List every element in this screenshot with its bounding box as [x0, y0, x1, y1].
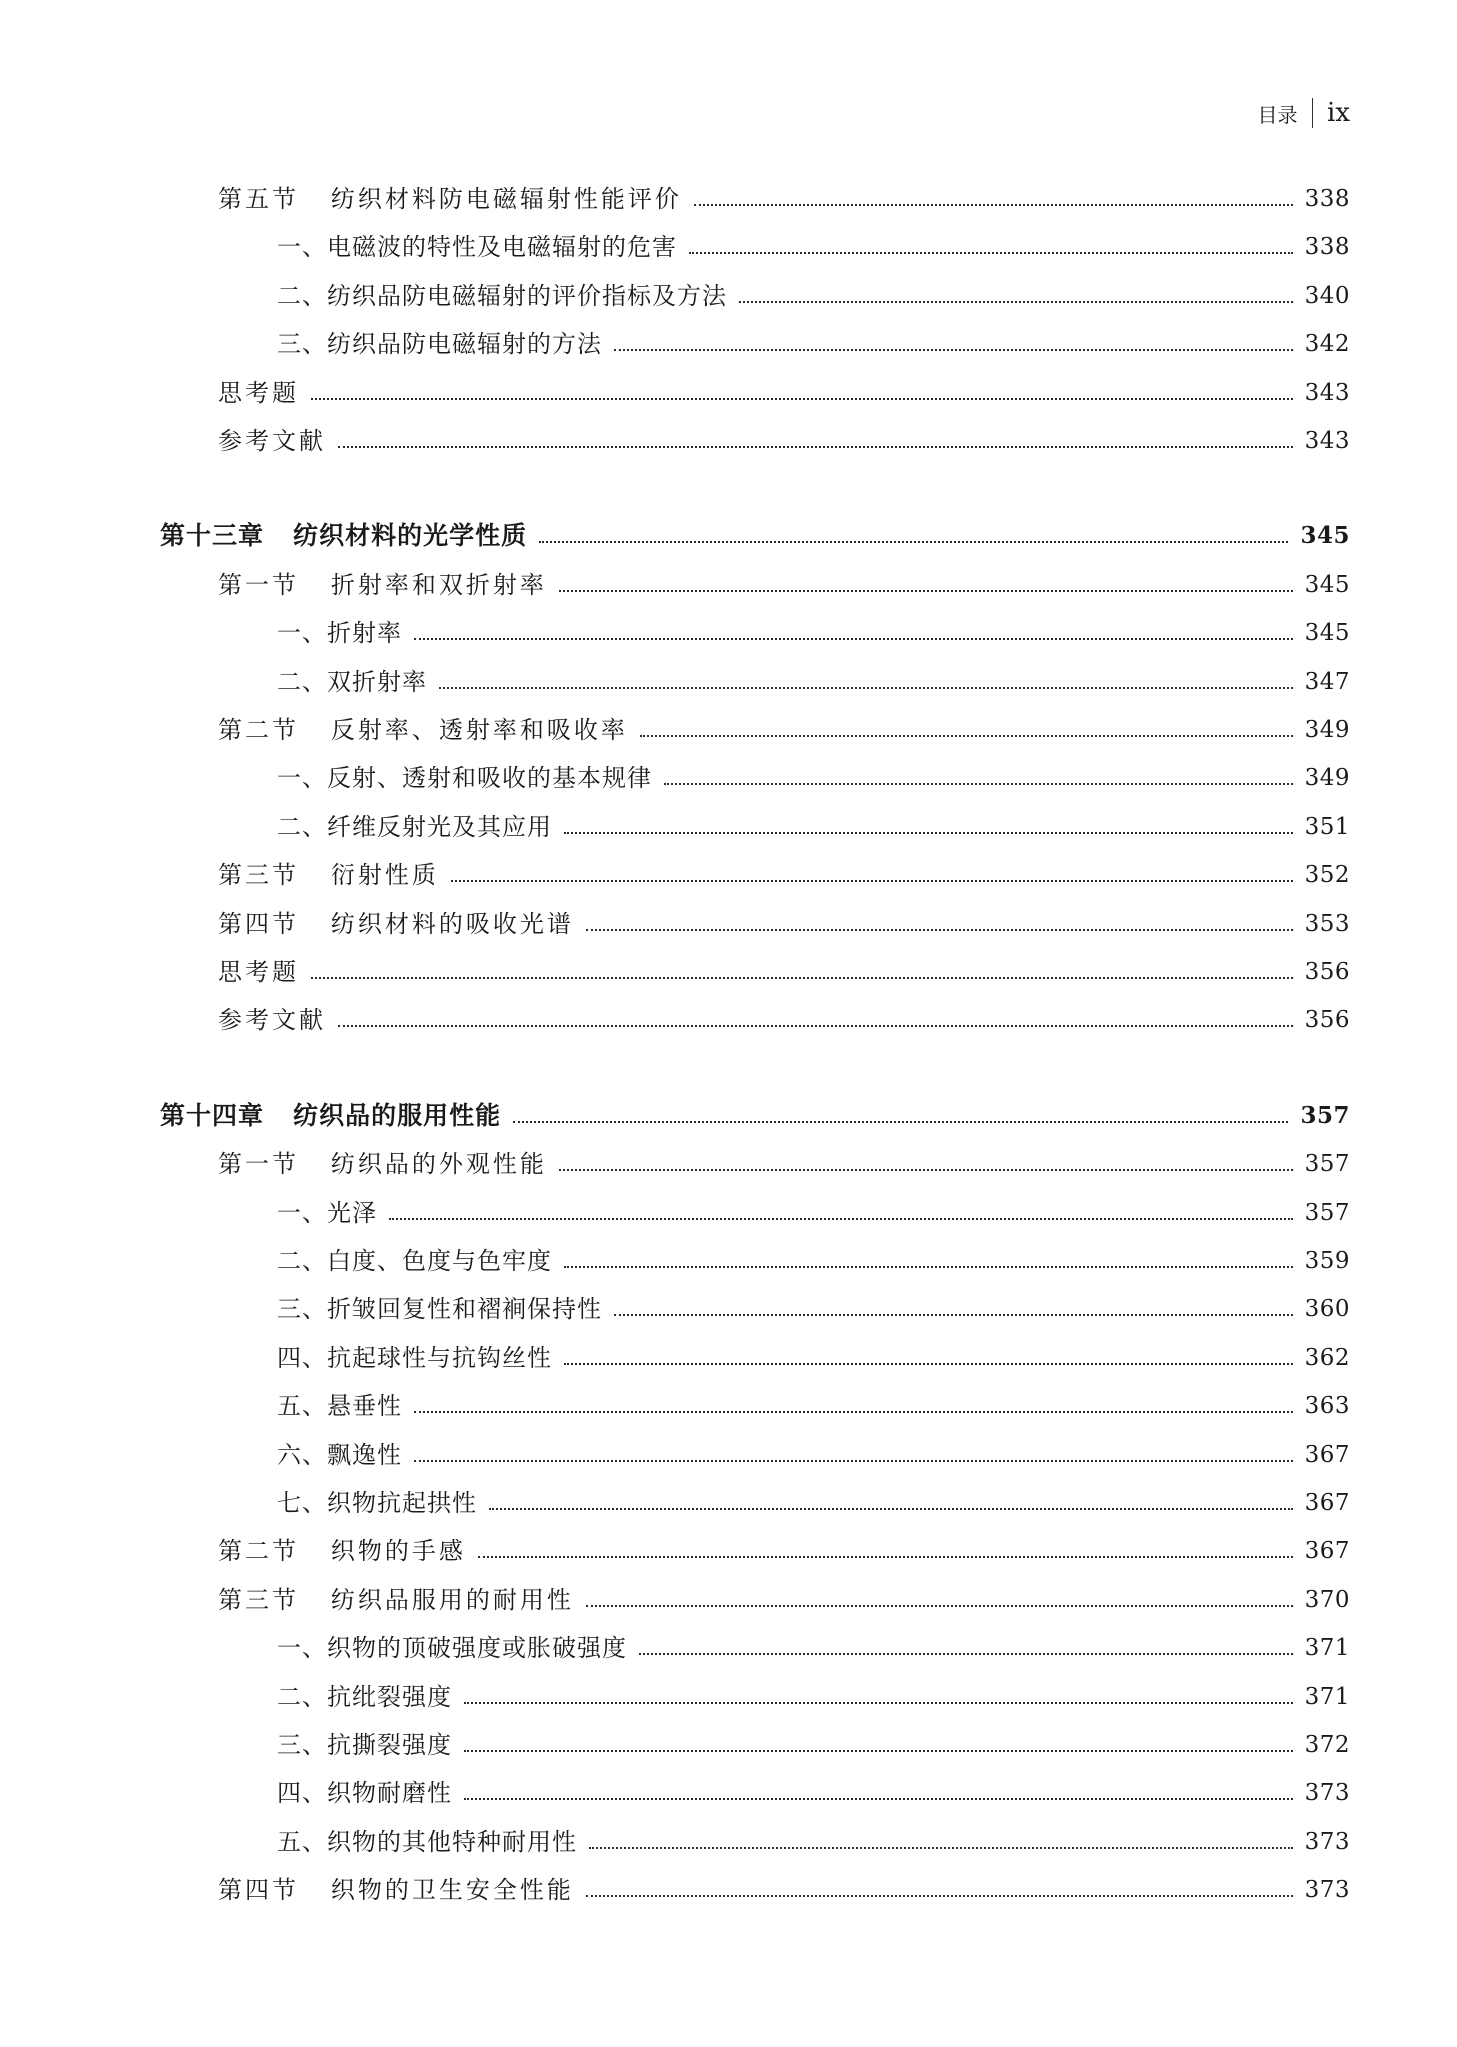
toc-entry-page: 343	[1304, 428, 1350, 454]
page-number: ix	[1327, 98, 1350, 128]
toc-entry-page: 357	[1300, 1101, 1350, 1129]
toc-entry-item	[277, 1244, 1350, 1278]
dot-leader	[539, 541, 1288, 543]
toc-entry-page: 370	[1304, 1586, 1350, 1613]
dot-leader	[464, 1798, 1293, 1800]
toc-entry-page: 353	[1304, 910, 1350, 937]
toc-entry-title: 二、双折射率	[277, 667, 427, 696]
toc-entry-page: 342	[1304, 331, 1350, 358]
toc-entry-page: 338	[1304, 234, 1350, 261]
dot-leader	[564, 1363, 1293, 1365]
toc-entry-page: 352	[1304, 862, 1350, 889]
toc-entry-page: 356	[1304, 1007, 1350, 1034]
running-header	[1258, 98, 1350, 128]
toc-entry-title: 第一节 纺织品的外观性能	[218, 1150, 547, 1179]
toc-entry-misc	[218, 424, 1350, 458]
toc-entry-item	[277, 230, 1350, 264]
toc-entry-page: 367	[1304, 1490, 1350, 1516]
toc-entry-title: 五、织物的其他特种耐用性	[277, 1827, 577, 1856]
dot-leader	[489, 1508, 1293, 1510]
toc-entry-page: 356	[1304, 959, 1350, 985]
toc-entry-item	[277, 1196, 1350, 1230]
dot-leader	[564, 832, 1293, 834]
dot-leader	[451, 880, 1293, 882]
toc-entry-page: 367	[1304, 1441, 1350, 1468]
toc-entry-title: 思考题	[218, 958, 299, 986]
toc-entry-title: 第一节 折射率和双折射率	[218, 570, 547, 599]
dot-leader	[614, 349, 1293, 351]
toc-entry-page: 372	[1304, 1732, 1350, 1758]
dot-leader	[559, 1169, 1293, 1171]
toc-entry-title: 二、纺织品防电磁辐射的评价指标及方法	[277, 281, 727, 310]
toc-entry-title: 第三节 衍射性质	[218, 861, 439, 890]
toc-entry-page: 345	[1304, 571, 1350, 598]
toc-entry-title: 参考文献	[218, 1006, 326, 1035]
toc-entry-title: 第五节 纺织材料防电磁辐射性能评价	[218, 185, 682, 213]
toc-entry-page: 349	[1304, 765, 1350, 792]
dot-leader	[311, 398, 1293, 400]
toc-entry-title: 思考题	[218, 378, 299, 407]
header-label: 目录	[1257, 102, 1298, 127]
dot-leader	[689, 252, 1293, 254]
toc-entry-title: 一、反射、透射和吸收的基本规律	[277, 764, 652, 793]
toc-entry-chapter	[160, 519, 1350, 553]
toc-entry-title: 七、织物抗起拱性	[277, 1489, 477, 1517]
dot-leader	[338, 446, 1293, 448]
header-divider	[1312, 98, 1314, 128]
toc-entry-item	[277, 665, 1350, 699]
toc-entry-title: 第三节 纺织品服用的耐用性	[218, 1585, 574, 1614]
dot-leader	[414, 1460, 1293, 1462]
toc-entry-chapter	[160, 1099, 1350, 1133]
toc-entry-title: 六、飘逸性	[277, 1440, 402, 1469]
toc-entry-section	[218, 907, 1350, 941]
toc-entry-section	[218, 713, 1350, 747]
dot-leader	[464, 1750, 1293, 1752]
toc-entry-title: 三、抗撕裂强度	[277, 1731, 452, 1759]
toc-entry-page: 371	[1304, 1635, 1350, 1662]
toc-entry-title: 第二节 反射率、透射率和吸收率	[218, 716, 628, 744]
toc-entry-misc	[218, 955, 1350, 989]
dot-leader	[586, 1895, 1293, 1897]
toc-entry-page: 347	[1304, 668, 1350, 695]
toc-entry-title: 二、白度、色度与色牢度	[277, 1247, 552, 1275]
dot-leader	[640, 735, 1293, 737]
toc-entry-title: 第二节 织物的手感	[218, 1537, 466, 1566]
dot-leader	[639, 1653, 1293, 1655]
toc-entry-misc	[218, 376, 1350, 410]
dot-leader	[694, 204, 1293, 206]
toc-entry-item	[277, 1438, 1350, 1472]
toc-entry-item	[277, 327, 1350, 361]
toc-entry-page: 345	[1300, 522, 1350, 550]
toc-entry-item	[277, 1776, 1350, 1810]
toc-entry-page: 357	[1304, 1199, 1350, 1226]
toc-entry-item	[277, 279, 1350, 313]
dot-leader	[338, 1025, 1293, 1027]
toc-entry-misc	[218, 1003, 1350, 1037]
toc-entry-title: 第四节 纺织材料的吸收光谱	[218, 909, 574, 938]
toc-entry-item	[277, 1680, 1350, 1714]
dot-leader	[586, 929, 1293, 931]
toc-entry-page: 373	[1304, 1877, 1350, 1904]
toc-entry-section	[218, 858, 1350, 892]
dot-leader	[589, 1847, 1293, 1849]
toc-entry-page: 360	[1304, 1296, 1350, 1323]
toc-entry-section	[218, 1583, 1350, 1617]
toc-entry-item	[277, 1292, 1350, 1326]
toc-entry-title: 二、纤维反射光及其应用	[277, 812, 552, 841]
toc-entry-title: 四、抗起球性与抗钩丝性	[277, 1343, 552, 1372]
toc-entry-page: 338	[1304, 186, 1350, 212]
toc-entry-page: 345	[1304, 620, 1350, 647]
toc-entry-item	[277, 1341, 1350, 1375]
toc-entry-title: 四、织物耐磨性	[277, 1779, 452, 1808]
toc-entry-page: 349	[1304, 717, 1350, 743]
toc-entry-section	[218, 1534, 1350, 1568]
toc-entry-page: 362	[1304, 1344, 1350, 1371]
toc-entry-title: 一、电磁波的特性及电磁辐射的危害	[277, 233, 677, 262]
toc-entry-title: 五、悬垂性	[277, 1392, 402, 1421]
toc-entry-section	[218, 1873, 1350, 1907]
toc-entry-page: 343	[1304, 379, 1350, 406]
toc-entry-item	[277, 810, 1350, 844]
toc-entry-page: 371	[1304, 1683, 1350, 1710]
toc-entry-page: 373	[1304, 1828, 1350, 1855]
toc-entry-title: 三、纺织品防电磁辐射的方法	[277, 330, 602, 359]
dot-leader	[664, 783, 1293, 785]
toc-entry-page: 351	[1304, 813, 1350, 840]
toc-entry-item	[277, 616, 1350, 650]
toc-entry-section	[218, 182, 1350, 216]
toc-entry-section	[218, 1147, 1350, 1181]
toc-entry-title: 第十四章 纺织品的服用性能	[160, 1100, 502, 1130]
toc-entry-page: 340	[1304, 282, 1350, 309]
toc-entry-page: 363	[1304, 1393, 1350, 1420]
toc-entry-title: 一、折射率	[277, 619, 402, 648]
dot-leader	[414, 638, 1293, 640]
dot-leader	[464, 1702, 1293, 1704]
toc-entry-title: 参考文献	[218, 427, 326, 455]
dot-leader	[439, 687, 1293, 689]
dot-leader	[559, 590, 1293, 592]
toc-entry-page: 373	[1304, 1780, 1350, 1807]
toc-entry-page: 357	[1304, 1151, 1350, 1178]
toc-entry-item	[277, 761, 1350, 795]
dot-leader	[564, 1266, 1293, 1268]
dot-leader	[586, 1605, 1293, 1607]
toc-entry-item	[277, 1728, 1350, 1762]
toc-entry-page: 367	[1304, 1538, 1350, 1565]
toc-entry-title: 一、织物的顶破强度或胀破强度	[277, 1634, 627, 1663]
toc-entry-item	[277, 1631, 1350, 1665]
toc-entry-item	[277, 1389, 1350, 1423]
toc-entry-title: 第四节 织物的卫生安全性能	[218, 1876, 574, 1905]
dot-leader	[614, 1314, 1293, 1316]
dot-leader	[311, 977, 1293, 979]
dot-leader	[478, 1556, 1293, 1558]
dot-leader	[739, 301, 1293, 303]
toc-entry-title: 二、抗纰裂强度	[277, 1682, 452, 1711]
dot-leader	[389, 1218, 1293, 1220]
dot-leader	[513, 1121, 1288, 1123]
toc-entry-section	[218, 568, 1350, 602]
toc-entry-title: 三、折皱回复性和褶裥保持性	[277, 1295, 602, 1324]
toc-entry-item	[277, 1486, 1350, 1520]
toc-entry-title: 一、光泽	[277, 1198, 377, 1227]
dot-leader	[414, 1411, 1293, 1413]
toc-entry-page: 359	[1304, 1248, 1350, 1274]
toc-entry-title: 第十三章 纺织材料的光学性质	[160, 521, 528, 551]
toc-entry-item	[277, 1825, 1350, 1859]
